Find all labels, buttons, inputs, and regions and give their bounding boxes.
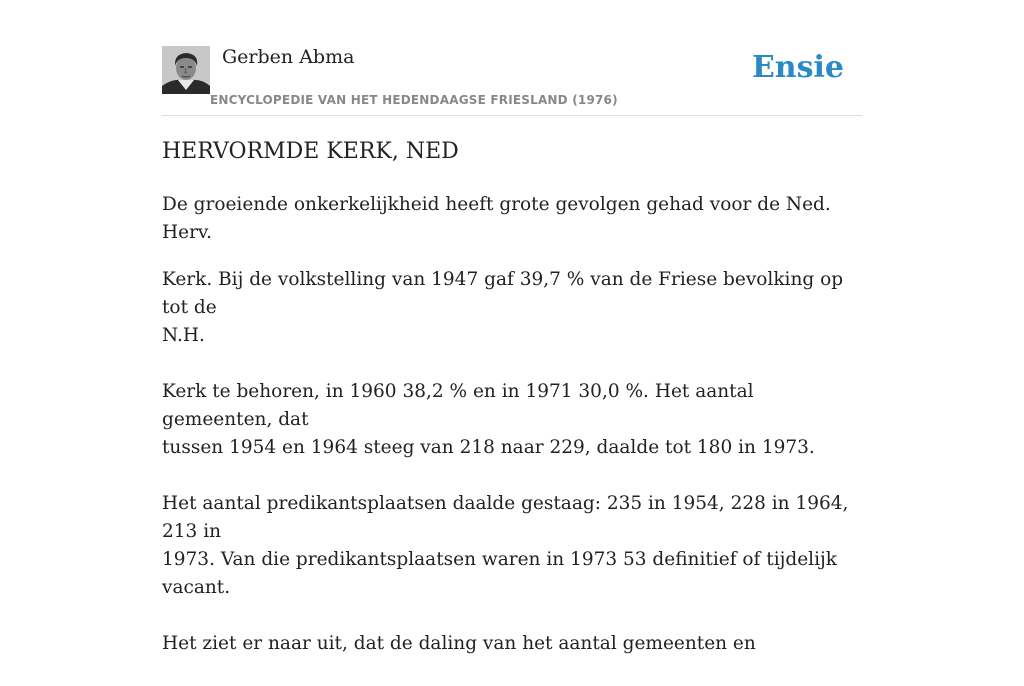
author-portrait-icon xyxy=(162,46,210,94)
article-paragraph: Kerk. Bij de volkstelling van 1947 gaf 39,7 % van de Friese bevolking op tot de N.H. xyxy=(162,269,844,346)
article-paragraph: Het aantal predikantsplaatsen daalde gestaag: 235 in 1954, 228 in 1964, 213 in 1973. Van die predikantsplaatsen waren in 1973 53 definitief of tijdelijk vacant. xyxy=(162,493,849,598)
ensie-logo[interactable]: Ensie xyxy=(751,50,844,85)
article-header xyxy=(162,46,862,116)
article-paragraph: Kerk te behoren, in 1960 38,2 % en in 1971 30,0 %. Het aantal gemeenten, dat tussen 1954 en 1964 steeg van 218 naar 229, daalde tot 180 in 1973. xyxy=(162,381,815,458)
article-body xyxy=(162,191,862,686)
article-paragraph: De groeiende onkerkelijkheid heeft grote gevolgen gehad voor de Ned. Herv. xyxy=(162,194,831,243)
avatar[interactable] xyxy=(162,46,210,94)
article-paragraph: Het ziet er naar uit, dat de daling van het aantal gemeenten en xyxy=(162,633,756,654)
source-label[interactable]: ENCYCLOPEDIE VAN HET HEDENDAAGSE FRIESLAND (1976) xyxy=(210,93,618,107)
page-title: HERVORMDE KERK, NED xyxy=(162,139,459,164)
author-name[interactable]: Gerben Abma xyxy=(222,46,355,68)
